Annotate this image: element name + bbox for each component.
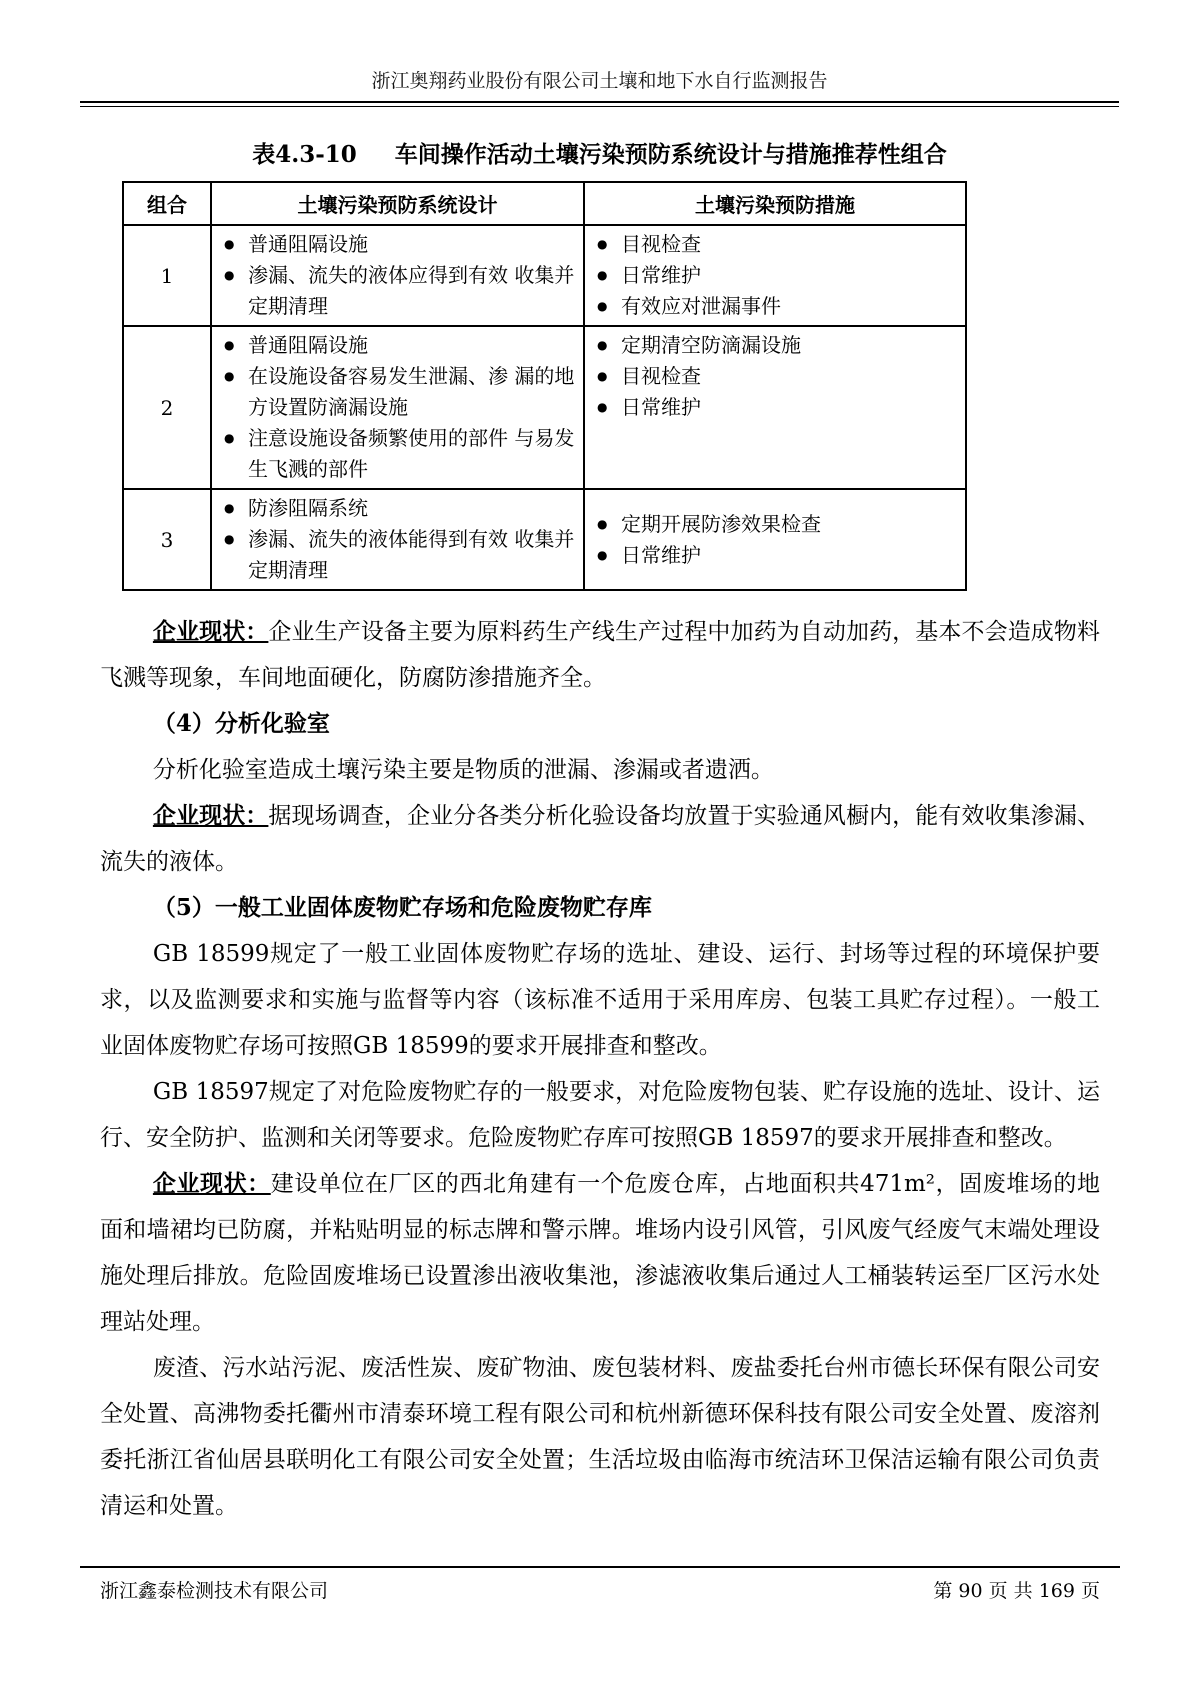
measures-cell xyxy=(584,489,966,590)
bullet-item xyxy=(585,260,961,291)
bullet-item xyxy=(585,509,961,540)
bullet-icon: ● xyxy=(224,431,235,445)
page-footer xyxy=(80,1566,1120,1603)
bullet-item xyxy=(212,361,579,423)
bullet-icon: ● xyxy=(597,516,608,531)
header-divider xyxy=(80,101,1119,107)
bullet-icon: ● xyxy=(597,547,608,562)
bullet-item xyxy=(212,229,579,260)
group-number: 3 xyxy=(123,489,211,590)
bullet-icon: ● xyxy=(224,369,235,383)
bullet-text: 定期清空防滴漏设施 xyxy=(621,333,801,357)
bullet-text: 在设施设备容易发生泄漏、渗 漏的地方设置防滴漏设施 xyxy=(248,364,575,419)
group-number: 2 xyxy=(123,326,211,489)
paragraph-status-warehouse xyxy=(100,1161,1100,1345)
bullet-icon: ● xyxy=(224,532,235,546)
design-cell xyxy=(211,489,584,590)
paragraph-gb18597: GB 18597规定了对危险废物贮存的一般要求，对危险废物包装、贮存设施的选址、设计、运行、安全防护、监测和关闭等要求。危险废物贮存库可按照GB 18597的要求开展排查和整改。 xyxy=(100,1079,1100,1151)
footer-company: 浙江鑫泰检测技术有限公司 xyxy=(100,1580,329,1602)
bullet-item xyxy=(585,392,961,423)
table-header-row xyxy=(123,182,966,225)
bullet-text: 防渗阻隔系统 xyxy=(248,496,368,520)
paragraph-text: 建设单位在厂区的西北角建有一个危废仓库，占地面积共471m²，固废堆场的地面和墙裙均已防腐，并粘贴明显的标志牌和警示牌。堆场内设引风管，引风废气经废气末端处理设施处理后排放。危险固废堆场已设置渗出液收集池，渗滤液收集后通过人工桶装转运至厂区污水处理站处理。 xyxy=(100,1171,1101,1335)
bullet-item xyxy=(212,423,579,485)
paragraph-text: 企业生产设备主要为原料药生产线生产过程中加药为自动加药，基本不会造成物料飞溅等现象，车间地面硬化，防腐防渗措施齐全。 xyxy=(100,619,1101,691)
report-title: 浙江奥翔药业股份有限公司土壤和地下水自行监测报告 xyxy=(371,70,828,92)
table-title-text: 车间操作活动土壤污染预防系统设计与措施推荐性组合 xyxy=(394,141,947,168)
bullet-item xyxy=(585,361,961,392)
col-header-design: 土壤污染预防系统设计 xyxy=(211,182,584,225)
status-label: 企业现状： xyxy=(152,618,269,645)
page-header xyxy=(0,0,1199,107)
bullet-item xyxy=(212,493,579,524)
paragraph-status-lab xyxy=(100,793,1100,885)
bullet-text: 日常维护 xyxy=(621,263,701,287)
bullet-text: 注意设施设备频繁使用的部件 与易发生飞溅的部件 xyxy=(248,426,575,481)
col-header-measures: 土壤污染预防措施 xyxy=(584,182,966,225)
paragraph-waste-disposal: 废渣、污水站污泥、废活性炭、废矿物油、废包装材料、废盐委托台州市德长环保有限公司安全处置、高沸物委托衢州市清泰环境工程有限公司和杭州新德环保科技有限公司安全处置、废溶剂委托浙江省仙居县联明化工有限公司安全处置；生活垃圾由临海市统洁环卫保洁运输有限公司负责清运和处置。 xyxy=(100,1355,1100,1519)
status-label: 企业现状： xyxy=(152,1170,271,1197)
status-label: 企业现状： xyxy=(152,802,269,829)
bullet-item xyxy=(585,540,961,571)
prevention-table xyxy=(122,181,967,591)
bullet-text: 目视检查 xyxy=(621,232,701,256)
bullet-text: 普通阻隔设施 xyxy=(248,232,368,256)
bullet-text: 有效应对泄漏事件 xyxy=(621,294,781,318)
bullet-item xyxy=(212,260,579,322)
footer-page-number: 第 90 页 共 169 页 xyxy=(933,1580,1100,1602)
table-caption xyxy=(100,141,1099,169)
paragraph-gb18599: GB 18599规定了一般工业固体废物贮存场的选址、建设、运行、封场等过程的环境保护要求，以及监测要求和实施与监督等内容（该标准不适用于采用库房、包装工具贮存过程）。一般工业固体废物贮存场可按照GB 18599的要求开展排查和整改。 xyxy=(100,941,1100,1059)
bullet-text: 日常维护 xyxy=(621,395,701,419)
bullet-text: 普通阻隔设施 xyxy=(248,333,368,357)
bullet-icon: ● xyxy=(224,501,235,515)
bullet-icon: ● xyxy=(597,237,608,251)
table-row xyxy=(123,225,966,326)
group-number: 1 xyxy=(123,225,211,326)
bullet-icon: ● xyxy=(224,338,235,352)
design-cell xyxy=(211,225,584,326)
paragraph-text: 据现场调查，企业分各类分析化验设备均放置于实验通风橱内，能有效收集渗漏、流失的液体。 xyxy=(100,803,1101,875)
bullet-text: 渗漏、流失的液体能得到有效 收集并定期清理 xyxy=(248,527,575,582)
measures-cell xyxy=(584,326,966,489)
bullet-text: 渗漏、流失的液体应得到有效 收集并定期清理 xyxy=(248,263,575,318)
bullet-icon: ● xyxy=(224,268,235,282)
bullet-text: 定期开展防渗效果检查 xyxy=(621,511,821,536)
bullet-icon: ● xyxy=(597,268,608,282)
col-header-group: 组合 xyxy=(123,182,211,225)
paragraph-lab: 分析化验室造成土壤污染主要是物质的泄漏、渗漏或者遗洒。 xyxy=(152,757,774,783)
body-content xyxy=(100,609,1100,1529)
paragraph-status-workshop xyxy=(100,609,1100,701)
bullet-text: 目视检查 xyxy=(621,364,701,388)
bullet-text: 日常维护 xyxy=(621,542,701,567)
bullet-icon: ● xyxy=(597,299,608,313)
design-cell xyxy=(211,326,584,489)
measures-cell xyxy=(584,225,966,326)
bullet-icon: ● xyxy=(597,400,608,414)
bullet-item xyxy=(212,330,579,361)
bullet-icon: ● xyxy=(597,369,608,383)
bullet-icon: ● xyxy=(224,237,235,251)
bullet-item xyxy=(212,524,579,586)
table-row xyxy=(123,326,966,489)
bullet-icon: ● xyxy=(597,338,608,352)
bullet-item xyxy=(585,330,961,361)
section-heading-4: （4）分析化验室 xyxy=(152,710,330,737)
bullet-item xyxy=(585,291,961,322)
bullet-item xyxy=(585,229,961,260)
table-number: 表4.3-10 xyxy=(252,141,357,168)
section-heading-5: （5）一般工业固体废物贮存场和危险废物贮存库 xyxy=(152,894,652,921)
table-row xyxy=(123,489,966,590)
